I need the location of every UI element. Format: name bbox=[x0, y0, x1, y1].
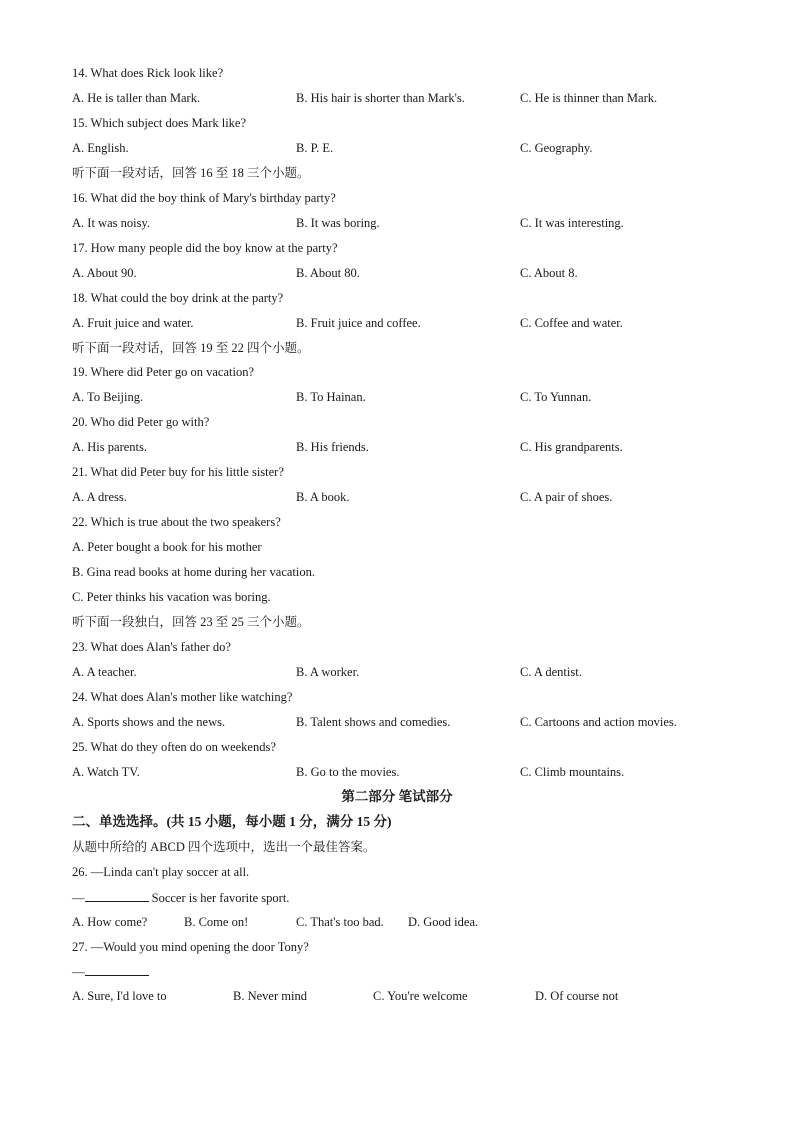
option-c: C. That's too bad. bbox=[296, 915, 384, 929]
option-a: A. To Beijing. bbox=[72, 390, 144, 404]
question-stem: 25. What do they often do on weekends? bbox=[72, 740, 276, 754]
option-c: C. Coffee and water. bbox=[520, 316, 623, 330]
option-b: B. Go to the movies. bbox=[296, 765, 400, 779]
option-b: B. To Hainan. bbox=[296, 390, 366, 404]
option-a: A. Sports shows and the news. bbox=[72, 715, 226, 729]
option-b: B. A book. bbox=[296, 490, 350, 504]
question-stem: 14. What does Rick look like? bbox=[72, 66, 224, 80]
option-b: B. It was boring. bbox=[296, 216, 380, 230]
dash: — bbox=[72, 891, 85, 905]
answer-blank bbox=[85, 889, 149, 902]
option-a: A. Fruit juice and water. bbox=[72, 316, 194, 330]
option-d: D. Good idea. bbox=[408, 915, 479, 929]
option-c: C. His grandparents. bbox=[520, 440, 623, 454]
option-b: B. His friends. bbox=[296, 440, 369, 454]
option-c: C. Climb mountains. bbox=[520, 765, 625, 779]
option-c: C. Geography. bbox=[520, 141, 593, 155]
option-a: A. About 90. bbox=[72, 266, 137, 280]
section-heading: 二、单选选择。(共 15 小题，每小题 1 分，满分 15 分) bbox=[72, 814, 392, 829]
option-b: B. Talent shows and comedies. bbox=[296, 715, 451, 729]
question-stem: 20. Who did Peter go with? bbox=[72, 415, 210, 429]
part-title: 第二部分 笔试部分 bbox=[341, 789, 453, 804]
answer-line bbox=[72, 963, 149, 980]
option-c: C. Peter thinks his vacation was boring. bbox=[72, 590, 271, 604]
option-a: A. Watch TV. bbox=[72, 765, 140, 779]
option-a: A. How come? bbox=[72, 915, 148, 929]
option-b: B. A worker. bbox=[296, 665, 360, 679]
answer-blank bbox=[85, 963, 149, 976]
option-a: A. A teacher. bbox=[72, 665, 137, 679]
option-a: A. His parents. bbox=[72, 440, 147, 454]
option-d: D. Of course not bbox=[535, 989, 619, 1003]
question-stem: 15. Which subject does Mark like? bbox=[72, 116, 247, 130]
option-b: B. About 80. bbox=[296, 266, 360, 280]
option-b: B. Gina read books at home during her vacation. bbox=[72, 565, 315, 579]
option-c: C. Cartoons and action movies. bbox=[520, 715, 677, 729]
section-instruction: 从题中所给的 ABCD 四个选项中，选出一个最佳答案。 bbox=[72, 840, 376, 854]
question-stem: 26. —Linda can't play soccer at all. bbox=[72, 865, 250, 879]
option-b: B. Fruit juice and coffee. bbox=[296, 316, 421, 330]
question-stem: 22. Which is true about the two speakers? bbox=[72, 515, 281, 529]
option-c: C. You're welcome bbox=[373, 989, 468, 1003]
answer-line bbox=[72, 889, 289, 906]
option-a: A. It was noisy. bbox=[72, 216, 151, 230]
dash: — bbox=[72, 965, 85, 979]
option-b: B. Never mind bbox=[233, 989, 307, 1003]
answer-line-text: Soccer is her favorite sport. bbox=[148, 891, 290, 905]
question-stem: 27. —Would you mind opening the door Tony? bbox=[72, 940, 309, 954]
listening-instruction: 听下面一段对话，回答 19 至 22 四个小题。 bbox=[72, 341, 310, 355]
option-a: A. Sure, I'd love to bbox=[72, 989, 167, 1003]
option-a: A. Peter bought a book for his mother bbox=[72, 540, 262, 554]
question-stem: 18. What could the boy drink at the party? bbox=[72, 291, 284, 305]
option-c: C. To Yunnan. bbox=[520, 390, 592, 404]
option-c: C. A dentist. bbox=[520, 665, 582, 679]
listening-instruction: 听下面一段独白，回答 23 至 25 三个小题。 bbox=[72, 615, 310, 629]
question-stem: 17. How many people did the boy know at the party? bbox=[72, 241, 338, 255]
option-c: C. A pair of shoes. bbox=[520, 490, 613, 504]
option-b: B. P. E. bbox=[296, 141, 334, 155]
question-stem: 21. What did Peter buy for his little sister? bbox=[72, 465, 284, 479]
question-stem: 19. Where did Peter go on vacation? bbox=[72, 365, 255, 379]
option-a: A. He is taller than Mark. bbox=[72, 91, 201, 105]
question-stem: 23. What does Alan's father do? bbox=[72, 640, 231, 654]
option-b: B. His hair is shorter than Mark's. bbox=[296, 91, 465, 105]
option-c: C. It was interesting. bbox=[520, 216, 624, 230]
option-c: C. He is thinner than Mark. bbox=[520, 91, 658, 105]
listening-instruction: 听下面一段对话，回答 16 至 18 三个小题。 bbox=[72, 166, 310, 180]
option-a: A. English. bbox=[72, 141, 129, 155]
option-a: A. A dress. bbox=[72, 490, 127, 504]
question-stem: 24. What does Alan's mother like watching? bbox=[72, 690, 293, 704]
option-b: B. Come on! bbox=[184, 915, 249, 929]
option-c: C. About 8. bbox=[520, 266, 578, 280]
question-stem: 16. What did the boy think of Mary's birthday party? bbox=[72, 191, 336, 205]
